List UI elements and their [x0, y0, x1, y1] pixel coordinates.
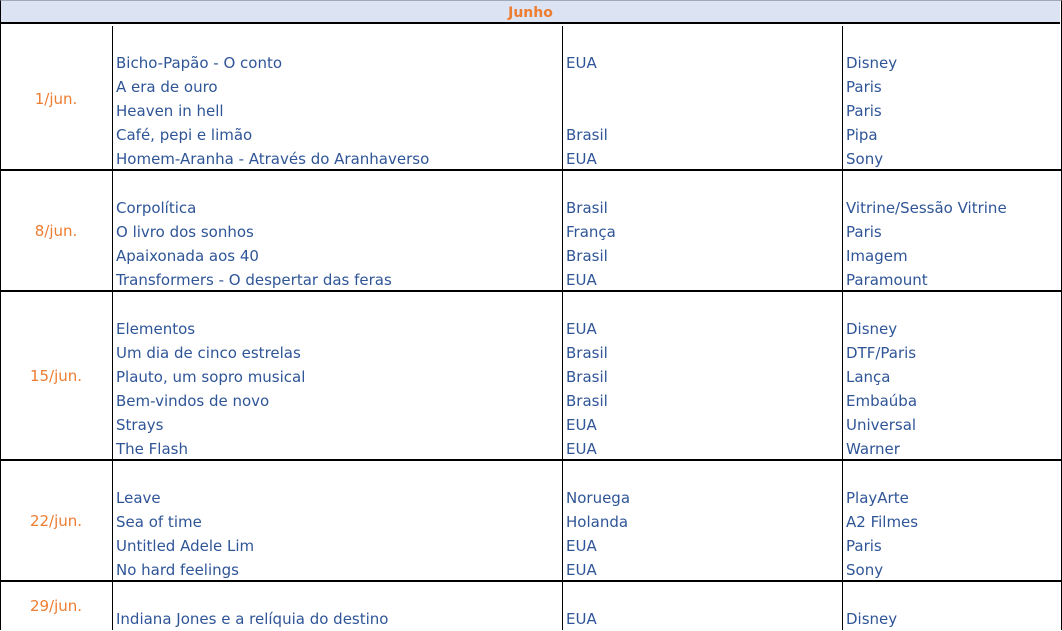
column-divider	[842, 26, 843, 169]
country-cell[interactable]: EUA	[566, 54, 597, 72]
distributor-cell[interactable]: Lança	[846, 368, 891, 386]
country-cell[interactable]: EUA	[566, 416, 597, 434]
movie-title-cell[interactable]: Homem-Aranha - Através do Aranhaverso	[116, 150, 430, 168]
movie-title-cell[interactable]: Leave	[116, 489, 161, 507]
release-week-group	[0, 292, 1062, 459]
week-date-cell[interactable]: 22/jun.	[29, 512, 83, 530]
country-cell[interactable]: EUA	[566, 320, 597, 338]
column-divider	[112, 26, 113, 169]
country-cell[interactable]: Brasil	[566, 368, 608, 386]
movie-title-cell[interactable]: Apaixonada aos 40	[116, 247, 259, 265]
column-divider	[562, 461, 563, 580]
country-cell[interactable]: EUA	[566, 271, 597, 289]
movie-title-cell[interactable]: Café, pepi e limão	[116, 126, 253, 144]
movie-title-cell[interactable]: Elementos	[116, 320, 196, 338]
distributor-cell[interactable]: Paris	[846, 102, 882, 120]
column-divider	[112, 582, 113, 630]
movie-title-cell[interactable]: Corpolítica	[116, 199, 197, 217]
country-cell[interactable]: França	[566, 223, 616, 241]
movie-title-cell[interactable]: Bem-vindos de novo	[116, 392, 270, 410]
country-cell[interactable]: Brasil	[566, 247, 608, 265]
column-divider	[842, 461, 843, 580]
column-divider	[842, 582, 843, 630]
column-divider	[562, 171, 563, 290]
column-divider	[112, 292, 113, 459]
distributor-cell[interactable]: A2 Filmes	[846, 513, 919, 531]
movie-title-cell[interactable]: Bicho-Papão - O conto	[116, 54, 283, 72]
distributor-cell[interactable]: Paris	[846, 78, 882, 96]
distributor-cell[interactable]: PlayArte	[846, 489, 909, 507]
country-cell[interactable]: Holanda	[566, 513, 629, 531]
distributor-cell[interactable]: Disney	[846, 610, 898, 628]
country-cell[interactable]: EUA	[566, 537, 597, 555]
release-week-group	[0, 26, 1062, 169]
country-cell[interactable]: Brasil	[566, 126, 608, 144]
distributor-cell[interactable]: Paris	[846, 223, 882, 241]
column-divider	[842, 292, 843, 459]
distributor-cell[interactable]: Vitrine/Sessão Vitrine	[846, 199, 1007, 217]
movie-title-cell[interactable]: Strays	[116, 416, 164, 434]
distributor-cell[interactable]: Sony	[846, 150, 884, 168]
column-divider	[562, 26, 563, 169]
country-cell[interactable]: Noruega	[566, 489, 631, 507]
week-date-cell[interactable]: 15/jun.	[29, 367, 83, 385]
country-cell[interactable]: EUA	[566, 440, 597, 458]
distributor-cell[interactable]: Warner	[846, 440, 900, 458]
movie-title-cell[interactable]: Sea of time	[116, 513, 202, 531]
movie-title-cell[interactable]: A era de ouro	[116, 78, 218, 96]
distributor-cell[interactable]: Paramount	[846, 271, 928, 289]
country-cell[interactable]: Brasil	[566, 392, 608, 410]
country-cell[interactable]: EUA	[566, 610, 597, 628]
country-cell[interactable]: EUA	[566, 150, 597, 168]
column-divider	[842, 171, 843, 290]
movie-title-cell[interactable]: Plauto, um sopro musical	[116, 368, 306, 386]
column-divider	[562, 292, 563, 459]
distributor-cell[interactable]: DTF/Paris	[846, 344, 917, 362]
distributor-cell[interactable]: Universal	[846, 416, 917, 434]
country-cell[interactable]: EUA	[566, 561, 597, 579]
distributor-cell[interactable]: Embaúba	[846, 392, 918, 410]
movie-title-cell[interactable]: The Flash	[116, 440, 188, 458]
column-divider	[112, 461, 113, 580]
week-date-cell[interactable]: 1/jun.	[34, 90, 78, 108]
month-header[interactable]: Junho	[1, 1, 1060, 24]
distributor-cell[interactable]: Disney	[846, 54, 898, 72]
release-week-group	[0, 461, 1062, 580]
movie-title-cell[interactable]: Um dia de cinco estrelas	[116, 344, 301, 362]
distributor-cell[interactable]: Sony	[846, 561, 884, 579]
column-divider	[112, 171, 113, 290]
column-divider	[562, 582, 563, 630]
movie-title-cell[interactable]: O livro dos sonhos	[116, 223, 254, 241]
distributor-cell[interactable]: Imagem	[846, 247, 908, 265]
week-date-cell[interactable]: 29/jun.	[29, 597, 83, 615]
week-date-cell[interactable]: 8/jun.	[34, 222, 78, 240]
release-week-group	[0, 171, 1062, 290]
release-week-group	[0, 582, 1062, 630]
movie-title-cell[interactable]: Heaven in hell	[116, 102, 224, 120]
movie-title-cell[interactable]: Indiana Jones e a relíquia do destino	[116, 610, 389, 628]
distributor-cell[interactable]: Pipa	[846, 126, 878, 144]
movie-title-cell[interactable]: Transformers - O despertar das feras	[116, 271, 392, 289]
country-cell[interactable]: Brasil	[566, 344, 608, 362]
movie-title-cell[interactable]: No hard feelings	[116, 561, 239, 579]
distributor-cell[interactable]: Paris	[846, 537, 882, 555]
distributor-cell[interactable]: Disney	[846, 320, 898, 338]
country-cell[interactable]: Brasil	[566, 199, 608, 217]
movie-title-cell[interactable]: Untitled Adele Lim	[116, 537, 255, 555]
